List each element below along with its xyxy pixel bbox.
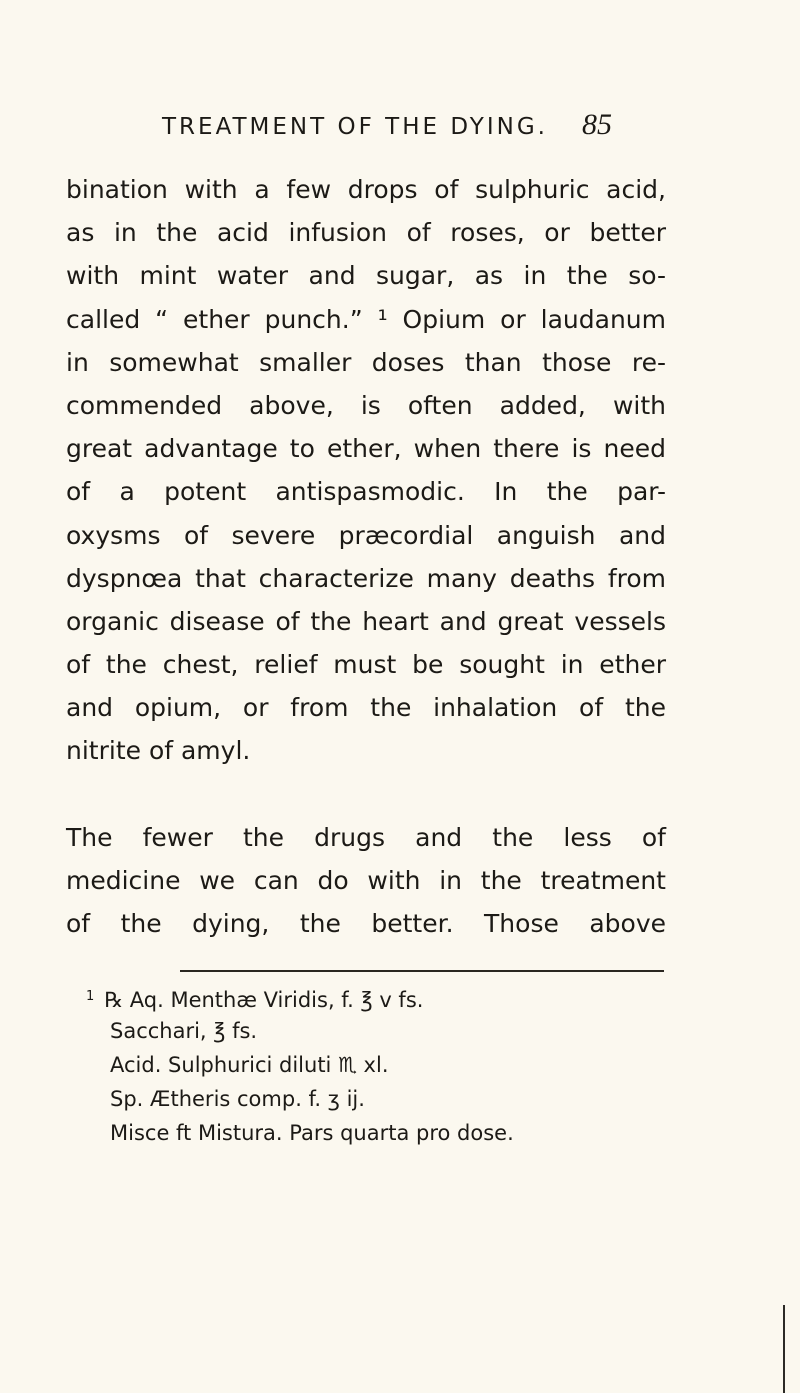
text-line: commended above, is often added, with bbox=[66, 390, 666, 420]
footnote-line: Sp. Ætheris comp. f. ʒ ij. bbox=[110, 1087, 365, 1111]
text-line: called “ ether punch.” ¹ Opium or laudanum bbox=[66, 304, 666, 334]
text-line: dyspnœa that characterize many deaths from bbox=[66, 563, 666, 593]
footnote bbox=[86, 980, 706, 1150]
text-line: of the dying, the better. Those above bbox=[66, 909, 666, 938]
text-line: great advantage to ether, when there is need bbox=[66, 434, 666, 464]
footnote-line: Acid. Sulphurici diluti ♏ xl. bbox=[110, 1053, 389, 1077]
text-line: nitrite of amyl. bbox=[66, 736, 251, 766]
footnote-line: Sacchari, ℥ fs. bbox=[110, 1019, 258, 1043]
text-line: as in the acid infusion of roses, or better bbox=[66, 218, 666, 248]
footnote-line bbox=[86, 980, 706, 1014]
running-title: TREATMENT OF THE DYING. bbox=[162, 114, 548, 140]
text-line: oxysms of severe præcordial anguish and bbox=[66, 520, 666, 550]
body-text bbox=[66, 168, 666, 945]
text-line: and opium, or from the inhalation of the bbox=[66, 693, 666, 723]
running-head bbox=[0, 108, 800, 148]
text-line: in somewhat smaller doses than those re- bbox=[66, 347, 666, 377]
page-number: 85 bbox=[582, 108, 612, 141]
footnote-rule bbox=[180, 970, 664, 972]
footnote-text: ℞ Aq. Menthæ Viridis, f. ℥ v fs. bbox=[104, 988, 424, 1012]
text-line: medicine we can do with in the treatment bbox=[66, 865, 666, 895]
text-line: bination with a few drops of sulphuric acid, bbox=[66, 175, 666, 204]
text-line: with mint water and sugar, as in the so- bbox=[66, 261, 666, 291]
text-line: of the chest, relief must be sought in ether bbox=[66, 650, 666, 680]
text-line: organic disease of the heart and great vessels bbox=[66, 606, 666, 636]
page-edge-mark bbox=[783, 1305, 785, 1393]
paragraph-break bbox=[66, 773, 666, 816]
footnote-marker: 1 bbox=[86, 989, 95, 1004]
text-line: of a potent antispasmodic. In the par- bbox=[66, 477, 666, 507]
text-line: The fewer the drugs and the less of bbox=[66, 822, 666, 852]
footnote-line: Misce ft Mistura. Pars quarta pro dose. bbox=[110, 1121, 514, 1145]
